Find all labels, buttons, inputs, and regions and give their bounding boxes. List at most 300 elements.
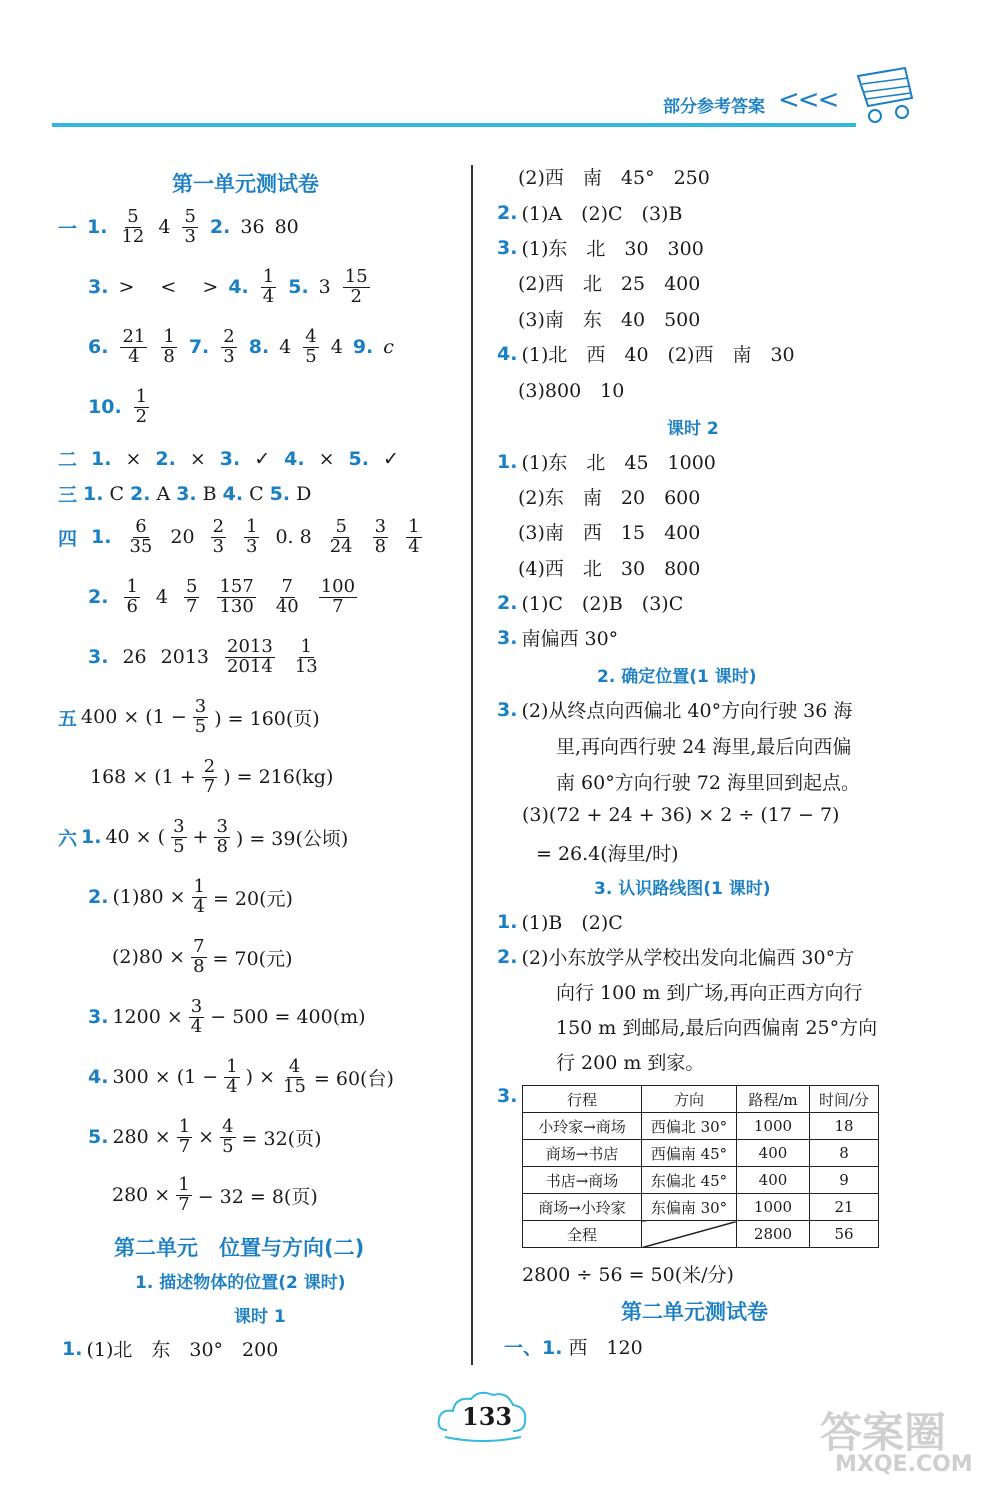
fraction [184,578,199,617]
numerator: 2 [203,756,216,777]
item-number: 2. [497,591,518,614]
numerator: 5 [184,206,196,227]
numerator: 1 [226,1056,238,1077]
answer-text: (3)南 西 15 400 [518,522,701,544]
item-number: 1. [83,482,104,505]
section-label: 二 [58,449,78,471]
numerator: 1 [178,1116,191,1137]
numerator: 3 [374,516,387,537]
fraction [244,518,259,557]
section-subtitle: 3. 认识路线图(1 课时) [594,879,771,899]
table-cell-diagonal [642,1221,737,1248]
numerator: 2 [212,516,225,537]
answer-value: ✓ [254,447,271,470]
item-number: 3. [88,646,109,669]
section-label: 三 [58,484,78,506]
denominator: 12 [121,225,145,247]
watermark-logo: 答案圈 [820,1408,947,1457]
numerator: 1 [300,636,312,657]
table-cell: 400 [737,1140,810,1167]
denominator: 7 [203,775,216,797]
item-number: 2. [88,586,109,609]
answer-row-r6 [497,340,795,367]
table-header-cell: 行程 [523,1086,642,1113]
expression: (1)80 × [112,886,186,909]
table-row [523,1113,879,1140]
answer-row-r3 [497,234,704,261]
answer-row-4 [88,388,151,427]
answer-row-5 [58,445,399,472]
expression: 300 × (1 − [112,1066,219,1089]
answer-text: (1)北 东 30° 200 [86,1339,279,1361]
answer-value: 4 [330,336,343,359]
section-subtitle: 2. 确定位置(1 课时) [597,667,757,687]
answer-value: B [202,482,217,505]
answer-row-r24 [497,1085,517,1107]
numerator: 1 [246,516,258,537]
answer-row-12 [58,818,348,857]
denominator: 3 [212,535,225,557]
numerator: 15 [344,266,368,287]
answer-text: (3)800 10 [518,380,625,402]
answer-row-19 [62,1335,278,1362]
expression: = 20(元) [212,887,293,910]
item-number: 5. [88,1126,109,1149]
answer-text: 南偏西 30° [521,628,619,650]
table-cell: 400 [737,1167,810,1194]
item-number: 2. [130,482,151,505]
answer-row-1 [58,208,299,247]
numerator: 7 [193,936,205,957]
answer-text: 西 120 [568,1337,643,1359]
answer-row-r8 [497,448,716,475]
answer-value: × [318,447,335,470]
fraction [211,518,226,557]
answer-row-r5 [518,305,700,332]
item-number: 1. [497,910,518,933]
answer-row-6 [58,480,311,507]
item-number: 1. [497,450,518,473]
numerator: 21 [122,326,146,347]
table-header-cell: 路程/m [737,1086,810,1113]
answer-row-r26 [504,1333,643,1360]
numerator: 5 [335,516,347,537]
item-number: 2. [155,447,176,470]
table-cell: 东偏北 45° [642,1167,737,1194]
table-header-cell: 时间/分 [810,1086,879,1113]
denominator: 13 [294,655,318,677]
numerator: 1 [193,876,205,897]
fraction [177,1118,192,1157]
numerator: 3 [173,816,185,837]
denominator: 35 [129,535,153,557]
denominator: 40 [275,595,299,617]
answer-row-r9 [518,483,700,510]
table-cell: 18 [810,1113,879,1140]
table-cell: 2800 [737,1221,810,1248]
answer-row-r25 [522,1260,734,1287]
item-number: 3. [176,482,197,505]
denominator: 5 [194,715,207,737]
answer-row-7 [58,518,424,557]
expression: 1200 × [112,1006,183,1029]
denominator: 4 [128,345,140,367]
expression: 40 × ( [105,826,166,849]
expression: = 70(元) [212,947,293,970]
fraction [176,1176,191,1215]
denominator: 4 [226,1075,238,1097]
answer-text: (4)西 北 30 800 [518,558,701,580]
cart-decoration-icon [850,58,920,128]
item-number: 6. [88,336,109,359]
denominator: 7 [186,595,198,617]
answer-text: 向行 100 m 到广场,再向正西方向行 [556,982,863,1004]
answer-row-14 [112,938,292,977]
denominator: 8 [193,955,205,977]
numerator: 4 [222,1116,234,1137]
item-number: 8. [248,336,270,359]
fraction [191,938,206,977]
answer-value: C [249,482,264,505]
table-cell: 西偏北 30° [642,1113,737,1140]
fraction [303,328,318,367]
expression: − 32 = 8(页) [197,1185,318,1208]
expression: = 32(页) [241,1127,322,1150]
answer-row-10 [58,698,320,737]
answer-value: > [202,276,219,299]
fraction [119,208,146,247]
denominator: 4 [193,895,205,917]
item-number: 1. [91,447,112,470]
denominator: 3 [246,535,258,557]
expression: 400 × (1 − [81,706,187,729]
denominator: 7 [178,1193,190,1215]
item-number: 1. [91,526,112,549]
lesson-title: 课时 2 [667,419,719,439]
denominator: 4 [408,535,420,557]
answer-text: (2)东 南 20 600 [518,487,701,509]
denominator: 5 [173,835,185,857]
unit2-test-title: 第二单元测试卷 [621,1300,768,1324]
table-cell: 1000 [737,1194,810,1221]
table-cell: 书店→商场 [523,1167,642,1194]
denominator: 3 [223,345,235,367]
route-table [522,1085,879,1248]
expression: ) = 160(页) [214,707,320,730]
fraction [189,998,204,1037]
item-number: 5. [348,447,369,470]
answer-row-18 [112,1176,318,1215]
answer-value: 4 [279,336,292,359]
numerator: 1 [262,266,275,287]
section-label: 六 [58,827,78,850]
fraction [220,1118,235,1157]
answer-text: (1)北 西 40 (2)西 南 30 [521,344,795,366]
answer-row-r4 [518,269,700,296]
answer-row-r20 [497,943,854,970]
denominator: 7 [178,1135,191,1157]
answer-row-r21 [556,978,862,1005]
answer-row-r13 [497,624,618,651]
answer-row-3 [88,328,394,367]
table-cell: 小玲家→商场 [523,1113,642,1140]
answer-row-r7 [518,376,624,403]
answer-row-r11 [518,554,700,581]
answer-value: 36 [240,216,265,239]
section-subtitle: 1. 描述物体的位置(2 课时) [135,1273,346,1293]
answer-row-9 [88,638,322,677]
table-cell: 1000 [737,1113,810,1140]
denominator: 5 [222,1135,234,1157]
answer-text: 行 200 m 到家。 [556,1052,705,1074]
answer-value: c [383,336,394,359]
denominator: 2 [350,285,362,307]
item-number: 2. [497,201,518,224]
item-number: 2. [88,886,109,909]
fraction [343,268,370,307]
denominator: 7 [332,595,344,617]
answer-value: A [156,482,171,505]
expression: × [198,1126,215,1149]
fraction [193,698,208,737]
numerator: 100 [320,576,356,597]
answer-text: 里,再向西行驶 24 海里,最后向西偏 [556,736,852,758]
answer-value: × [125,447,142,470]
table-row [523,1140,879,1167]
table-cell: 21 [810,1194,879,1221]
fraction [217,578,255,617]
numerator: 4 [305,326,317,347]
item-number: 3. [88,276,109,299]
numerator: 3 [190,996,203,1017]
answer-row-r14 [497,696,852,723]
answer-text: (2)西 南 45° 250 [518,167,710,189]
denominator: 5 [305,345,317,367]
item-number: 2. [497,945,518,968]
item-number: 3. [497,698,518,721]
denominator: 4 [190,1015,203,1037]
table-cell: 商场→小玲家 [523,1194,642,1221]
item-number: 3. [497,626,518,649]
table-row [523,1194,879,1221]
item-number: 3. [88,1006,109,1029]
answer-text: 150 m 到邮局,最后向西偏南 25°方向 [556,1017,878,1039]
answer-text: (1)B (2)C [521,912,623,934]
expression: − 500 = 400(m) [210,1006,366,1029]
item-number: 4. [228,276,249,299]
fraction [281,1058,308,1097]
page-number: 133 [462,1402,513,1431]
fraction [293,638,320,677]
unit1-test-title: 第一单元测试卷 [172,172,319,196]
answer-row-r22 [556,1013,877,1040]
fraction [120,328,147,367]
table-row [523,1167,879,1194]
lesson-title: 课时 1 [234,1307,286,1327]
numerator: 3 [216,816,228,837]
fraction [274,578,301,617]
answer-value: 26 [122,646,147,669]
expression: + [192,826,209,849]
answer-row-13 [88,878,293,917]
answer-text: (2)西 北 25 400 [518,273,701,295]
answer-text: (2)从终点向西偏北 40°方向行驶 36 海 [521,700,853,722]
answer-value: D [296,482,312,505]
item-number: 1. [62,1337,83,1360]
numerator: 3 [194,696,207,717]
answer-value: × [189,447,206,470]
answer-row-15 [88,998,366,1037]
expression: 280 × [112,1126,171,1149]
item-number: 4. [497,342,518,365]
fraction [127,518,154,557]
table-row [523,1221,879,1248]
answer-value: ✓ [382,447,399,470]
answer-row-r12 [497,589,683,616]
fraction [224,1058,239,1097]
answer-row-r23 [556,1048,704,1075]
denominator: 2014 [227,655,273,677]
answer-text: (3)(72 + 24 + 36) × 2 ÷ (17 − 7) [522,804,840,826]
answer-row-8 [88,578,359,617]
answer-value: > [118,276,135,299]
column-divider [471,165,473,1365]
numerator: 1 [126,576,138,597]
table-cell: 9 [810,1167,879,1194]
item-number: 一、1. [504,1337,563,1359]
answer-value: < [160,276,177,299]
item-number: 9. [352,336,374,359]
fraction [171,818,186,857]
fraction [202,758,217,797]
answer-value: 4 [158,216,171,239]
denominator: 8 [216,835,228,857]
answer-text: (3)南 东 40 500 [518,309,701,331]
denominator: 24 [329,535,353,557]
answer-row-r2 [497,199,682,226]
numerator: 6 [135,516,147,537]
chevron-icons: <<< [778,85,838,115]
table-cell: 8 [810,1140,879,1167]
numerator: 1 [178,1174,190,1195]
section-label: 五 [58,707,78,730]
answer-value: 0. 8 [275,526,312,549]
answer-row-r1 [518,163,710,190]
item-number: 5. [288,276,309,299]
header-rule [52,123,856,127]
answer-value: 20 [170,526,195,549]
numerator: 4 [288,1056,301,1077]
table-cell: 商场→书店 [523,1140,642,1167]
item-number: 5. [269,482,291,505]
item-number: 3. [497,1085,518,1107]
fraction [261,268,276,307]
numerator: 1 [408,516,420,537]
answer-row-r16 [556,768,860,795]
watermark-url: MXQE.COM [835,1452,973,1477]
answer-row-r17 [522,804,839,826]
fraction [319,578,357,617]
denominator: 130 [219,595,254,617]
answer-row-r10 [518,518,700,545]
expression: ) = 216(kg) [223,766,334,789]
table-cell: 东偏南 30° [642,1194,737,1221]
answer-value: 80 [274,216,299,239]
item-number: 1. [87,216,108,239]
answer-text: 2800 ÷ 56 = 50(米/分) [522,1264,734,1286]
fraction [192,878,207,917]
unit2-title: 第二单元 位置与方向(二) [114,1236,365,1260]
answer-text: = 26.4(海里/时) [536,843,679,865]
expression: = 60(台) [313,1067,394,1090]
section-label: 四 [58,527,78,550]
denominator: 8 [163,345,175,367]
item-number: 10. [88,396,122,419]
numerator: 1 [163,326,175,347]
denominator: 6 [126,595,138,617]
answer-text: (2)小东放学从学校出发向北偏西 30°方 [521,947,855,969]
expression: ) × [245,1066,276,1089]
answer-value: 2013 [160,646,209,669]
item-number: 4. [222,482,244,505]
answer-row-16 [88,1058,394,1097]
numerator: 7 [281,576,293,597]
fraction [221,328,236,367]
fraction [328,518,355,557]
item-number: 7. [188,336,210,359]
fraction [124,578,139,617]
expression: 280 × [112,1184,171,1207]
fraction [225,638,275,677]
answer-row-r15 [556,732,851,759]
answer-value: C [109,482,125,505]
answer-text: 南 60°方向行驶 72 海里回到起点。 [556,772,860,794]
expression: ) = 39(公顷) [235,827,349,850]
answer-row-2 [88,268,372,307]
section-label: 一 [58,217,78,240]
table-cell: 全程 [523,1221,642,1248]
denominator: 4 [262,285,275,307]
item-number: 4. [88,1066,109,1089]
numerator: 1 [135,386,148,407]
denominator: 8 [374,535,387,557]
item-number: 1. [81,826,102,849]
table-header-cell: 方向 [642,1086,737,1113]
answer-row-r19 [497,908,623,935]
fraction [214,818,229,857]
item-number: 3. [219,447,241,470]
expression: 168 × (1 + [90,766,196,789]
answer-row-11 [90,758,333,797]
fraction [373,518,388,557]
denominator: 15 [283,1075,306,1097]
answer-row-17 [88,1118,321,1157]
numerator: 2013 [227,636,273,657]
answer-text: (1)东 北 30 300 [521,238,704,260]
expression: (2)80 × [112,946,186,969]
numerator: 5 [186,576,198,597]
fraction [182,208,197,247]
numerator: 157 [219,576,254,597]
table-header-row [523,1086,879,1113]
item-number: 2. [209,216,231,239]
answer-row-r18 [536,839,679,866]
item-number: 4. [284,447,305,470]
table-cell: 56 [810,1221,879,1248]
item-number: 3. [497,236,518,259]
answer-text: (1)东 北 45 1000 [521,452,716,474]
denominator: 3 [184,225,196,247]
